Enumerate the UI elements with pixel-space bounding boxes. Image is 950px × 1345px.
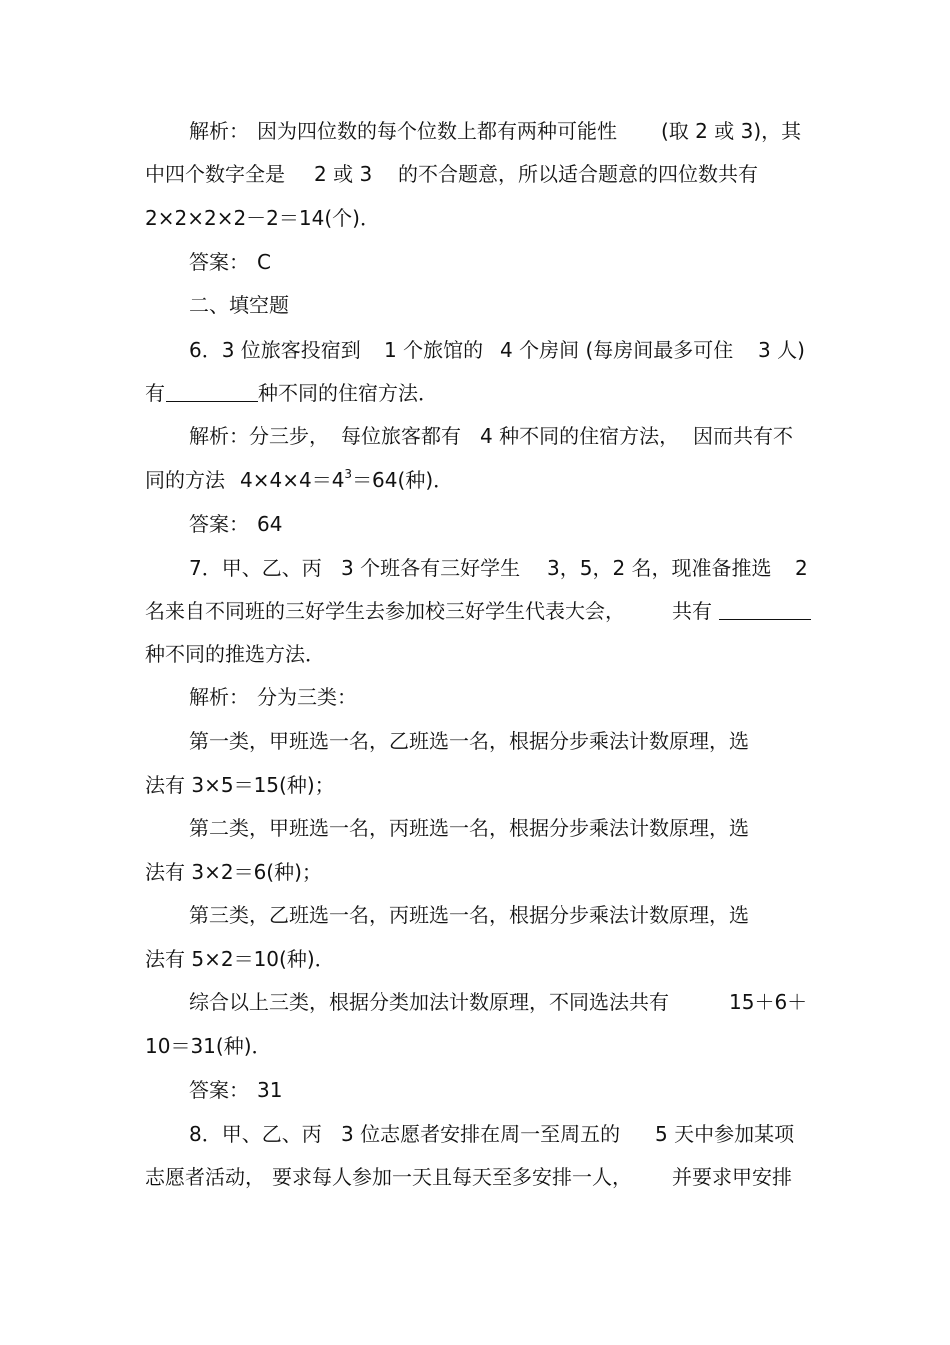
q7-case-1-line-2 [0,769,950,801]
q7-analysis-intro [0,681,950,713]
analysis-text: 2 或 3 [314,162,373,186]
question-text: 并要求甲安排 [672,1165,792,1189]
formula-result: ＝64(种)． [352,468,454,492]
q6-question-line-1 [0,334,950,366]
question-text: 有 [145,381,165,405]
analysis-text: 15＋6＋ [729,990,808,1014]
q8-question-line-2 [0,1161,950,1193]
section-heading [0,289,950,321]
question-text: 3，5，2 名，现准备推选 [547,556,772,580]
q7-case-2-line-2 [0,856,950,888]
analysis-text: 10＝31(种)． [145,1034,272,1058]
question-text: 1 个旅馆的 [384,338,484,362]
question-text: 5 天中参加某项 [655,1122,795,1146]
question-text: 志愿者活动， [145,1165,265,1189]
analysis-text: (取 2 或 3)，其 [661,119,802,143]
answer-blank[interactable] [166,377,258,409]
question-text: 名来自不同班的三好学生去参加校三好学生代表大会， [145,599,625,623]
analysis-text: 法有 3×2＝6(种)； [145,860,322,884]
analysis-text: 中四个数字全是 [145,162,285,186]
analysis-label: 解析： [189,119,249,143]
q7-case-3-line-1 [0,899,950,931]
analysis-text: 同的方法 [145,468,225,492]
question-text: 共有 [672,599,712,623]
question-text: 2 [795,556,808,580]
analysis-formula [240,464,453,496]
analysis-text: 分为三类： [257,685,357,709]
q6-analysis-line-1 [0,420,950,452]
q5-analysis-line-1 [0,115,950,147]
analysis-text: 的不合题意，所以适合题意的四位数共有 [398,162,758,186]
q7-answer [0,1074,950,1106]
question-text: 3 位志愿者安排在周一至周五的 [341,1122,621,1146]
analysis-text: 第一类，甲班选一名，乙班选一名，根据分步乘法计数原理，选 [189,729,749,753]
q7-summary-line-1 [0,986,950,1018]
question-text: 7．甲、乙、丙 [189,556,322,580]
analysis-text: 因而共有不 [693,424,793,448]
answer-blank[interactable] [719,595,811,627]
answer-label: 答案： [189,512,249,536]
q5-analysis-line-3 [0,202,950,234]
q7-case-2-line-1 [0,812,950,844]
question-text: 要求每人参加一天且每天至多安排一人， [272,1165,632,1189]
question-text: 8．甲、乙、丙 [189,1122,322,1146]
q5-analysis-line-2 [0,158,950,190]
q7-question-line-3 [0,638,950,670]
analysis-text: 法有 5×2＝10(种)． [145,947,335,971]
q7-case-1-line-1 [0,725,950,757]
question-text: 3 人) [758,338,805,362]
q6-question-line-2 [0,377,950,409]
analysis-text: 解析：分三步， [189,424,329,448]
analysis-text: 综合以上三类，根据分类加法计数原理，不同选法共有 [189,990,669,1014]
q5-answer [0,246,950,278]
question-text: 6．3 位旅客投宿到 [189,338,361,362]
analysis-text: 第二类，甲班选一名，丙班选一名，根据分步乘法计数原理，选 [189,816,749,840]
question-text: 种不同的住宿方法． [258,381,438,405]
answer-value: C [257,250,271,274]
formula-base: 4×4×4＝4 [240,468,345,492]
q6-analysis-line-2 [0,464,950,496]
analysis-text: 4 种不同的住宿方法， [480,424,680,448]
analysis-text: 法有 3×5＝15(种)； [145,773,335,797]
q7-case-3-line-2 [0,943,950,975]
analysis-text: 每位旅客都有 [341,424,461,448]
q6-answer [0,508,950,540]
section-heading-text: 二、填空题 [189,293,289,317]
answer-label: 答案： [189,1078,249,1102]
answer-value: 31 [257,1078,283,1102]
analysis-formula: 2×2×2×2－2＝14(个)． [145,206,380,230]
analysis-text: 因为四位数的每个位数上都有两种可能性 [257,119,617,143]
q7-question-line-2 [0,595,950,627]
q7-summary-line-2 [0,1030,950,1062]
answer-label: 答案： [189,250,249,274]
analysis-label: 解析： [189,685,249,709]
analysis-text: 第三类，乙班选一名，丙班选一名，根据分步乘法计数原理，选 [189,903,749,927]
question-text: 3 个班各有三好学生 [341,556,521,580]
q7-question-line-1 [0,552,950,584]
formula-exponent: 3 [344,467,353,481]
question-text: 4 个房间 (每房间最多可住 [500,338,734,362]
answer-value: 64 [257,512,283,536]
question-text: 种不同的推选方法． [145,642,325,666]
q8-question-line-1 [0,1118,950,1150]
